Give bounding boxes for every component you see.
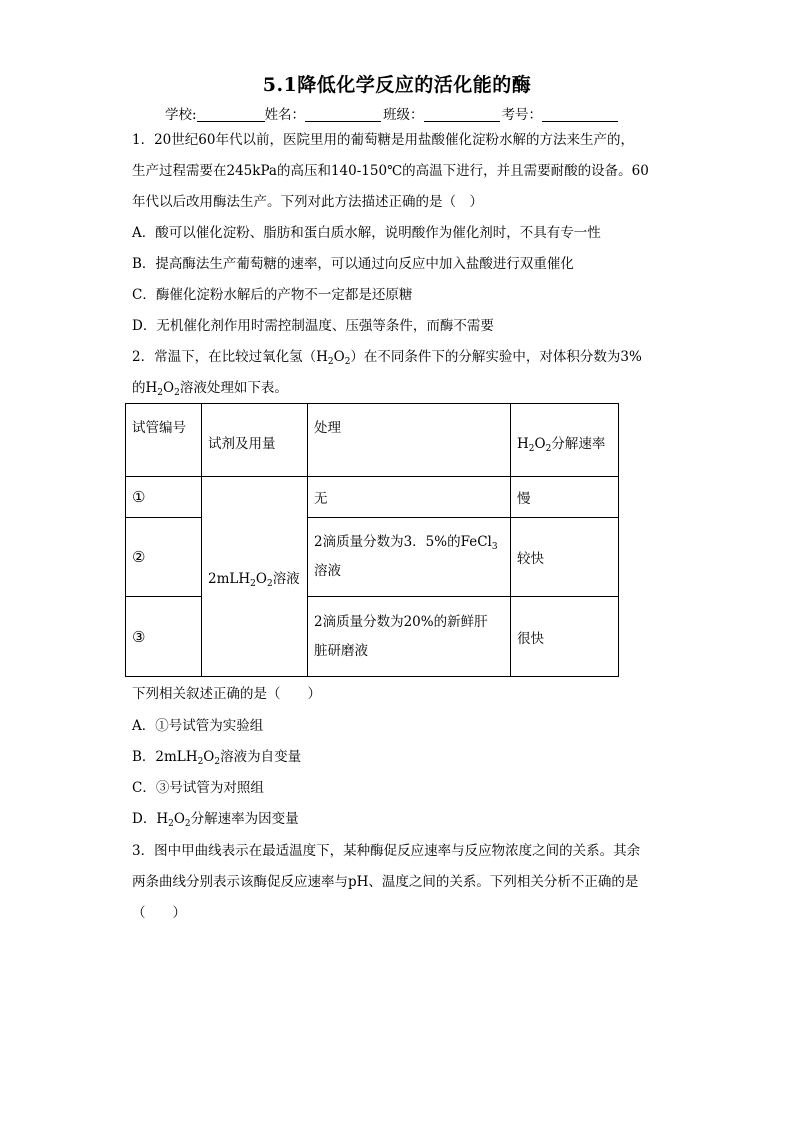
class-label: 班级： (383, 107, 424, 123)
table-row (126, 477, 619, 518)
tube-2-label: ② (126, 518, 202, 597)
experiment-table (125, 403, 619, 677)
table-row (126, 518, 619, 597)
q2-stem-1-post: ）在不同条件下的分解实验中，对体积分数为3% (350, 349, 642, 365)
tube-3-label: ③ (126, 597, 202, 677)
q1-stem-line-3: 年代以后改用酶法生产。下列对此方法描述正确的是（ ） (132, 194, 483, 210)
q1-option-d[interactable]: D．无机催化剂作用时需控制温度、压强等条件，而酶不需要 (132, 318, 494, 334)
q3-stem-line-1: 3．图中甲曲线表示在最适温度下，某种酶促反应速率与反应物浓度之间的关系。其余 (132, 843, 641, 859)
q2-stem-line-2: 的$H_2O_2$溶液处理如下表。 (132, 380, 288, 398)
q2-option-d[interactable]: D．$H_2O_2$分解速率为因变量 (132, 811, 299, 829)
tube-1-rate: 慢 (511, 477, 619, 518)
tube-3-rate: 很快 (511, 597, 619, 677)
class-blank[interactable] (424, 107, 500, 122)
worksheet-title: 5.1降低化学反应的活化能的酶 (262, 74, 532, 96)
name-blank[interactable] (305, 107, 381, 122)
exam-no-label: 考号： (501, 107, 543, 123)
q3-stem-line-3: （ ） (132, 905, 186, 921)
q2-option-b[interactable]: B．$2mLH_2O_2$溶液为自变量 (132, 749, 302, 767)
q1-option-a[interactable]: A．酸可以催化淀粉、脂肪和蛋白质水解，说明酸作为催化剂时，不具有专一性 (132, 225, 601, 241)
name-label: 姓名： (264, 107, 306, 123)
q1-stem-line-2: 生产过程需要在245kPa的高压和140-150℃的高温下进行，并且需要耐酸的设备。60 (132, 163, 649, 179)
header-treatment: 处理 (308, 404, 511, 477)
table-row (126, 597, 619, 677)
q2-stem-2-post: 溶液处理如下表。 (179, 380, 288, 396)
header-tube-no: 试管编号 (126, 404, 202, 477)
tube-1-label: ① (126, 477, 202, 518)
student-info-line (165, 103, 618, 123)
header-reagent: 试剂及用量 (202, 404, 308, 477)
q2-stem-2-pre: 的H (132, 380, 158, 396)
q3-stem-line-2: 两条曲线分别表示该酶促反应速率与pH、温度之间的关系。下列相关分析不正确的是 (132, 874, 639, 890)
q2-option-a[interactable]: A．①号试管为实验组 (132, 718, 264, 734)
tube-2-treatment: 2滴质量分数为3．5%的FeCl$_3$ 溶液 (308, 518, 511, 597)
q2-stem-1-pre: 2．常温下，在比较过氧化氢（H (132, 349, 328, 365)
header-rate: $H_2O_2$分解速率 (511, 404, 619, 477)
h2o2-h-sub: $_2O_2$ (327, 349, 351, 367)
reagent-cell: $2mLH_2O_2$溶液 (202, 477, 308, 677)
q1-option-c[interactable]: C．酶催化淀粉水解后的产物不一定都是还原糖 (132, 287, 413, 303)
table-header-row (126, 404, 619, 477)
tube-3-treatment: 2滴质量分数为20%的新鲜肝 脏研磨液 (308, 597, 511, 677)
exam-no-blank[interactable] (542, 107, 618, 122)
tube-1-treatment: 无 (308, 477, 511, 518)
q1-stem-line-1: 1．20世纪60年代以前，医院里用的葡萄糖是用盐酸催化淀粉水解的方法来生产的， (132, 132, 634, 148)
school-blank[interactable] (197, 107, 265, 122)
school-label: 学校: (165, 107, 197, 123)
q2-option-c[interactable]: C．③号试管为对照组 (132, 780, 264, 796)
tube-2-rate: 较快 (511, 518, 619, 597)
q1-option-b[interactable]: B．提高酶法生产葡萄糖的速率，可以通过向反应中加入盐酸进行双重催化 (132, 256, 574, 272)
q2-question: 下列相关叙述正确的是（ ） (132, 686, 321, 702)
q2-stem-line-1 (132, 349, 642, 365)
